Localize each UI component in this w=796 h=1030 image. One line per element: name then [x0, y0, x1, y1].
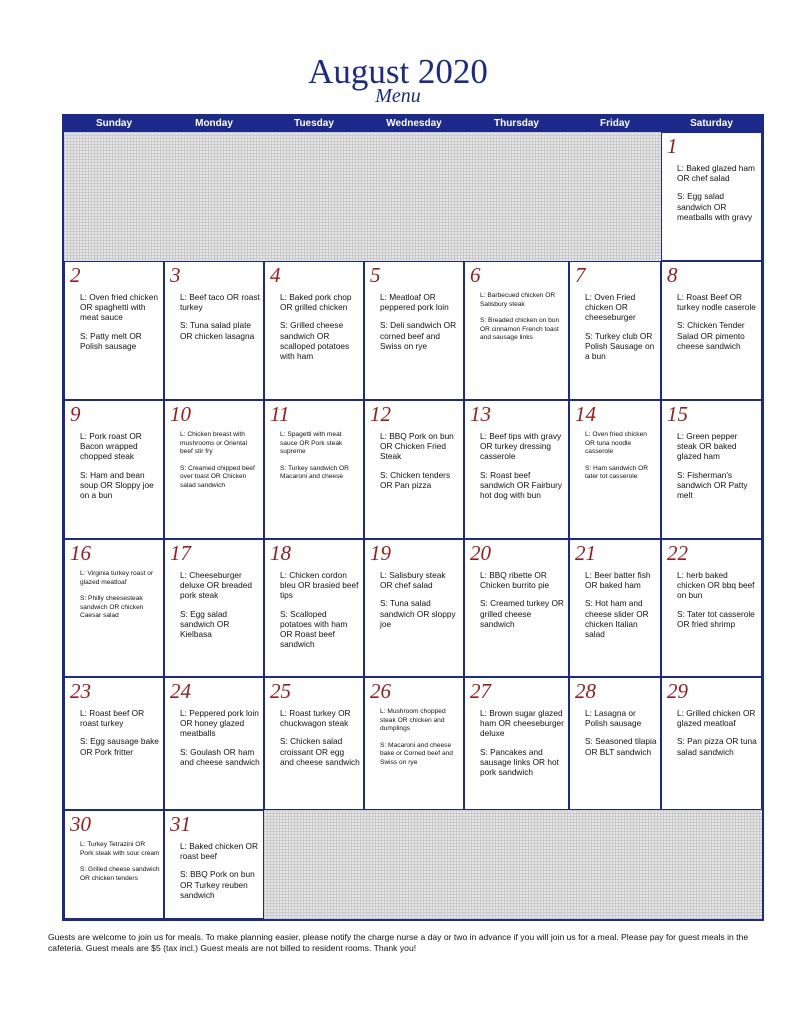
lunch-item: L: Beef taco OR roast turkey: [180, 292, 260, 313]
lunch-item: L: Oven fried chicken OR spaghetti with meat sauce: [80, 292, 158, 323]
day-cell-3: [164, 261, 264, 400]
supper-item: S: Pancakes and sausage links OR hot pork sandwich: [480, 746, 559, 778]
lunch-item: L: Turkey Tetrazini OR Pork steak with sour cream: [80, 841, 160, 857]
supper-item: S: Ham and bean soup OR Sloppy joe on a bun: [80, 469, 154, 501]
lunch-item: L: Salisbury steak OR chef salad: [380, 570, 446, 591]
day-menu: [480, 292, 565, 351]
lunch-item: L: Baked glazed ham OR chef salad: [677, 163, 755, 184]
supper-item: S: Roast beef sandwich OR Fairbury hot dog with bun: [480, 469, 563, 501]
day-menu: [80, 570, 160, 629]
supper-item: S: Chicken salad croissant OR egg and cheese sandwich: [280, 736, 360, 767]
day-cell-29: [661, 677, 762, 810]
day-number: 26: [370, 679, 391, 703]
day-menu: [380, 431, 460, 498]
day-cell-26: [364, 677, 464, 810]
day-cell-31: [164, 810, 264, 919]
supper-item: S: Goulash OR ham and cheese sandwich: [180, 746, 260, 767]
day-cell-16: [64, 539, 164, 677]
day-menu: [380, 570, 460, 637]
day-menu: [585, 570, 657, 647]
day-number: 11: [270, 402, 290, 426]
day-menu: [80, 431, 160, 508]
day-number: 1: [667, 134, 678, 158]
supper-item: S: BBQ Pork on bun OR Turkey reuben sandwich: [180, 869, 255, 900]
day-cell-8: [661, 261, 762, 400]
supper-item: S: Turkey club OR Polish Sausage on a bun: [585, 330, 655, 362]
day-menu: [280, 708, 360, 775]
day-cell-19: [364, 539, 464, 677]
day-menu: [180, 708, 260, 775]
day-menu: [180, 841, 260, 908]
day-menu: [677, 570, 758, 637]
supper-item: S: Ham sandwich OR tater tot casserole: [585, 464, 649, 481]
day-number: 4: [270, 263, 281, 287]
lunch-item: L: Spagetti with meat sauce OR Pork steak supreme: [280, 431, 343, 456]
supper-item: S: Tater tot casserole OR fried shrimp: [677, 608, 755, 629]
calendar-grid: [62, 114, 764, 921]
supper-item: S: Chicken Tender Salad OR pimento cheese sandwich: [677, 320, 745, 351]
page-subtitle: Menu: [375, 85, 421, 107]
day-cell-28: [569, 677, 661, 810]
day-cell-1: [661, 132, 762, 261]
day-menu: [180, 431, 260, 499]
day-number: 27: [470, 679, 491, 703]
day-cell-30: [64, 810, 164, 919]
day-menu: [280, 570, 360, 657]
supper-item: S: Macaroni and cheese bake or Corned beef and Swiss on rye: [380, 741, 453, 766]
supper-item: S: Turkey sandwich OR Macaroni and cheese: [280, 464, 349, 481]
day-number: 31: [170, 812, 191, 836]
day-cell-12: [364, 400, 464, 539]
day-number: 16: [70, 541, 91, 565]
supper-item: S: Philly cheesesteak sandwich OR chicken Caesar salad: [80, 595, 144, 620]
day-header-monday: Monday: [195, 118, 233, 129]
day-menu: [80, 292, 160, 359]
supper-item: S: Breaded chicken on bun OR cinnamon French toast and sausage links: [480, 317, 560, 342]
day-number: 23: [70, 679, 91, 703]
supper-item: S: Chicken tenders OR Pan pizza: [380, 469, 451, 490]
lunch-item: L: Beer batter fish OR baked ham: [585, 570, 651, 591]
lunch-item: L: Baked chicken OR roast beef: [180, 841, 258, 862]
supper-item: S: Patty melt OR Polish sausage: [80, 330, 142, 351]
lunch-item: L: Roast beef OR roast turkey: [80, 708, 145, 729]
day-menu: [677, 431, 758, 508]
day-number: 14: [575, 402, 596, 426]
day-cell-22: [661, 539, 762, 677]
day-number: 2: [70, 263, 81, 287]
day-number: 9: [70, 402, 81, 426]
lunch-item: L: Virginia turkey roast or glazed meatloaf: [80, 570, 154, 586]
lunch-item: L: herb baked chicken OR bbq beef on bun: [677, 570, 755, 601]
day-number: 21: [575, 541, 596, 565]
day-header-saturday: Saturday: [690, 118, 733, 129]
supper-item: S: Creamed chipped beef over toast OR Chicken salad sandwich: [180, 464, 255, 489]
day-cell-9: [64, 400, 164, 539]
day-number: 3: [170, 263, 181, 287]
day-cell-20: [464, 539, 569, 677]
supper-item: S: Tuna salad plate OR chicken lasagna: [180, 320, 255, 341]
supper-item: S: Pan pizza OR tuna salad sandwich: [677, 736, 757, 757]
footer-note: Guests are welcome to join us for meals. To make planning easier, please notify the charge nurse a day or two in advance if you will join us for a meal. Please pay for guest meals in the cafeteria. Guest meals are $5 (tax incl.) Guest meals are not billed to resident rooms. Thank you!: [48, 932, 749, 953]
day-cell-5: [364, 261, 464, 400]
lunch-item: L: Pork roast OR Bacon wrapped chopped steak: [80, 431, 142, 462]
day-cell-11: [264, 400, 364, 539]
lunch-item: L: Chicken breast with mushrooms or Oriental beef stir fry: [180, 431, 248, 456]
day-cell-14: [569, 400, 661, 539]
day-menu: [80, 841, 160, 891]
day-cell-24: [164, 677, 264, 810]
supper-item: S: Creamed turkey OR grilled cheese sandwich: [480, 598, 564, 629]
supper-item: S: Grilled cheese sandwich OR scalloped potatoes with ham: [280, 320, 350, 362]
day-header-thursday: Thursday: [493, 118, 539, 129]
supper-item: S: Egg sausage bake OR Pork fritter: [80, 736, 159, 757]
day-number: 30: [70, 812, 91, 836]
lunch-item: L: Brown sugar glazed ham OR cheeseburger deluxe: [480, 708, 564, 739]
supper-item: S: Scalloped potatoes with ham OR Roast beef sandwich: [280, 608, 348, 650]
day-number: 19: [370, 541, 391, 565]
day-number: 5: [370, 263, 381, 287]
day-number: 28: [575, 679, 596, 703]
day-cell-2: [64, 261, 164, 400]
empty-days-after-month: [264, 810, 762, 919]
day-cell-7: [569, 261, 661, 400]
lunch-item: L: Grilled chicken OR glazed meatloaf: [677, 708, 756, 729]
day-cell-15: [661, 400, 762, 539]
day-menu: [585, 431, 657, 490]
supper-item: S: Deli sandwich OR corned beef and Swiss on rye: [380, 320, 457, 351]
day-cell-4: [264, 261, 364, 400]
day-number: 24: [170, 679, 191, 703]
day-menu: [585, 708, 657, 765]
lunch-item: L: Lasagna or Polish sausage: [585, 708, 642, 729]
day-number: 18: [270, 541, 291, 565]
day-menu: [180, 292, 260, 349]
supper-item: S: Egg salad sandwich OR meatballs with gravy: [677, 191, 753, 222]
lunch-item: L: Green pepper steak OR baked glazed ham: [677, 431, 738, 462]
day-menu: [480, 570, 565, 637]
day-menu: [80, 708, 160, 765]
lunch-item: L: Meatloaf OR peppered pork loin: [380, 292, 449, 313]
supper-item: S: Fisherman's sandwich OR Patty melt: [677, 469, 748, 501]
lunch-item: L: BBQ ribette OR Chicken burrito pie: [480, 570, 550, 591]
day-menu: [180, 570, 260, 647]
day-cell-18: [264, 539, 364, 677]
day-cell-21: [569, 539, 661, 677]
lunch-item: L: Mushroom chopped steak OR chicken and dumplings: [380, 708, 446, 733]
day-menu: [677, 163, 758, 230]
day-cell-13: [464, 400, 569, 539]
supper-item: S: Egg salad sandwich OR Kielbasa: [180, 608, 230, 640]
day-menu: [585, 292, 657, 369]
day-number: 13: [470, 402, 491, 426]
empty-days-before-month: [64, 132, 661, 261]
day-number: 22: [667, 541, 688, 565]
supper-item: S: Tuna salad sandwich OR sloppy joe: [380, 598, 456, 629]
day-cell-17: [164, 539, 264, 677]
day-header-wednesday: Wednesday: [386, 118, 442, 129]
day-number: 17: [170, 541, 191, 565]
day-number: 25: [270, 679, 291, 703]
day-cell-10: [164, 400, 264, 539]
day-cell-23: [64, 677, 164, 810]
day-menu: [380, 708, 460, 776]
day-menu: [677, 292, 758, 359]
lunch-item: L: Roast turkey OR chuckwagon steak: [280, 708, 351, 729]
lunch-item: L: Beef tips with gravy OR turkey dressing casserole: [480, 431, 562, 462]
lunch-item: L: Peppered pork loin OR honey glazed meatballs: [180, 708, 259, 739]
lunch-item: L: Cheeseburger deluxe OR breaded pork steak: [180, 570, 252, 601]
day-number: 15: [667, 402, 688, 426]
day-cell-27: [464, 677, 569, 810]
day-header-friday: Friday: [599, 118, 630, 129]
lunch-item: L: Oven fried chicken OR tuna noodle casserole: [585, 431, 647, 456]
lunch-item: L: Chicken cordon bleu OR brasied beef tips: [280, 570, 359, 601]
day-header-sunday: Sunday: [95, 118, 133, 129]
lunch-item: L: Roast Beef OR turkey nodle caserole: [677, 292, 756, 313]
day-header-tuesday: Tuesday: [294, 118, 334, 129]
day-menu: [380, 292, 460, 359]
day-number: 29: [667, 679, 688, 703]
supper-item: S: Seasoned tilapia OR BLT sandwich: [585, 736, 657, 757]
day-cell-6: [464, 261, 569, 400]
day-menu: [480, 431, 565, 508]
day-menu: [480, 708, 565, 785]
supper-item: S: Grilled cheese sandwich OR chicken tenders: [80, 866, 160, 882]
day-header-row: [64, 116, 762, 132]
lunch-item: L: Barbecued chicken OR Salisbury steak: [480, 292, 556, 308]
supper-item: S: Hot ham and cheese slider OR chicken Italian salad: [585, 598, 649, 640]
lunch-item: L: BBQ Pork on bun OR Chicken Fried Steak: [380, 431, 454, 462]
lunch-item: L: Baked pork chop OR grilled chicken: [280, 292, 352, 313]
day-number: 12: [370, 402, 391, 426]
day-number: 20: [470, 541, 491, 565]
day-menu: [280, 292, 360, 369]
lunch-item: L: Oven Fried chicken OR cheeseburger: [585, 292, 636, 323]
page-title: August 2020: [308, 52, 488, 91]
day-menu: [677, 708, 758, 765]
day-menu: [280, 431, 360, 490]
day-cell-25: [264, 677, 364, 810]
day-number: 8: [667, 263, 678, 287]
day-number: 7: [575, 263, 586, 287]
day-number: 6: [470, 263, 481, 287]
day-number: 10: [170, 402, 191, 426]
